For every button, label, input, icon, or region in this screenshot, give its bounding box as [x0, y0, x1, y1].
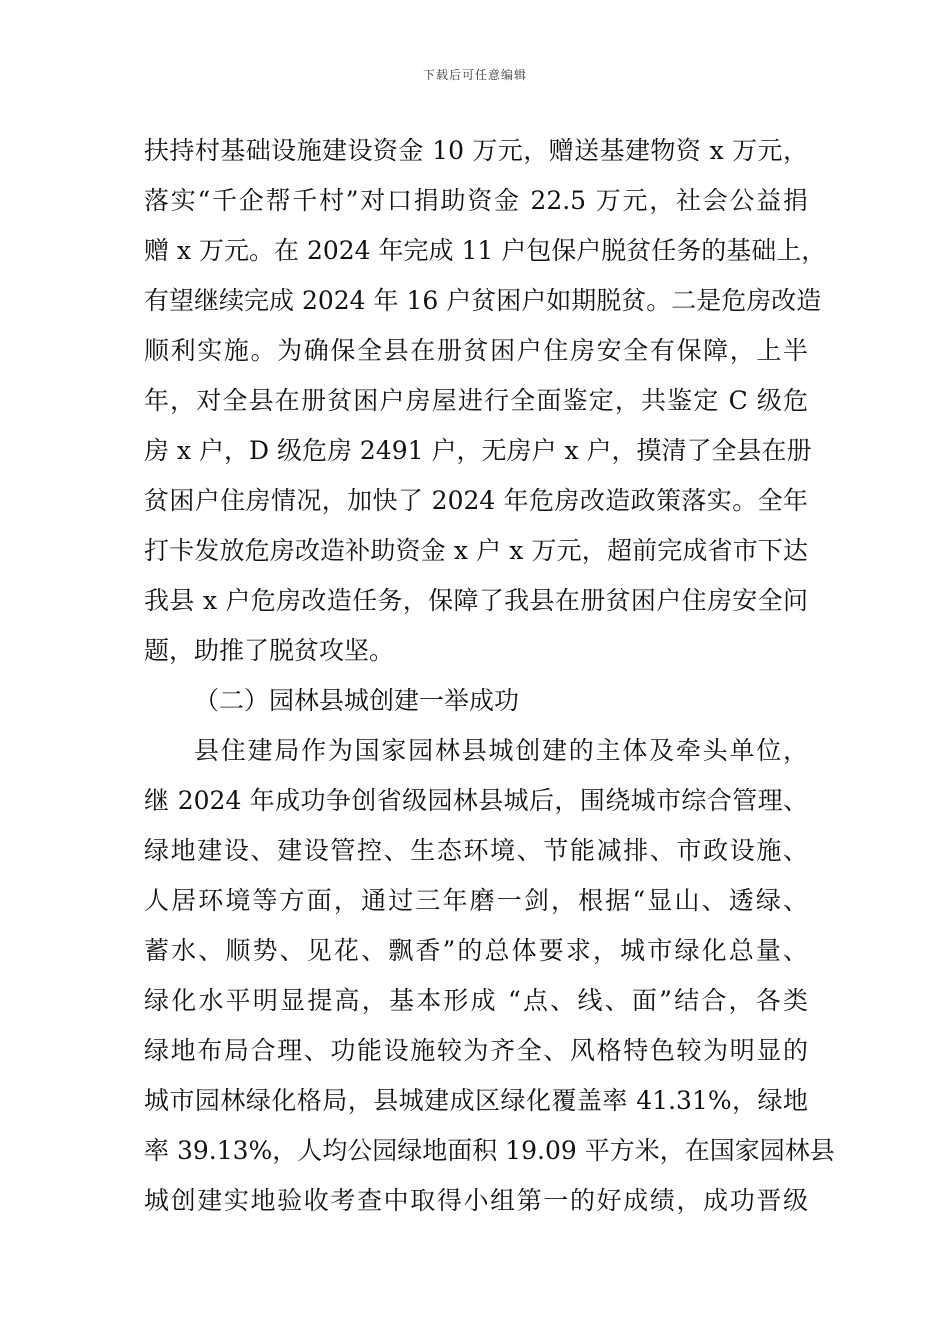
paragraph-line: 顺利实施。为确保全县在册贫困户住房安全有保障，上半: [144, 336, 808, 365]
paragraph-line: 题，助推了脱贫攻坚。: [144, 636, 395, 665]
paragraph-line: 人居环境等方面，通过三年磨一剑，根据“显山、透绿、: [144, 886, 808, 915]
paragraph-line: 贫困户住房情况，加快了 2024 年危房改造政策落实。全年: [144, 486, 808, 515]
paragraph-first-line: 县住建局作为国家园林县城创建的主体及牵头单位，: [194, 736, 808, 765]
paragraph-line: 率 39.13%，人均公园绿地面积 19.09 平方米，在国家园林县: [144, 1136, 835, 1165]
paragraph-line: 蓄水、顺势、见花、飘香”的总体要求，城市绿化总量、: [144, 936, 808, 965]
section-heading: （二）园林县城创建一举成功: [194, 686, 520, 715]
paragraph-line: 赠 x 万元。在 2024 年完成 11 户包保户脱贫任务的基础上，: [144, 236, 827, 265]
paragraph-line: 我县 x 户危房改造任务，保障了我县在册贫困户住房安全问: [144, 586, 808, 615]
paragraph-line: 打卡发放危房改造补助资金 x 户 x 万元，超前完成省市下达: [144, 536, 808, 565]
paragraph-line: 城创建实地验收考查中取得小组第一的好成绩，成功晋级: [144, 1186, 808, 1215]
paragraph-line: 继 2024 年成功争创省级园林县城后，围绕城市综合管理、: [144, 786, 808, 815]
page-header-note: 下载后可任意编辑: [422, 68, 527, 82]
paragraph-line: 房 x 户，D 级危房 2491 户，无房户 x 户，摸清了全县在册: [144, 436, 812, 465]
document-body: [144, 126, 835, 1226]
paragraph-line: 年，对全县在册贫困户房屋进行全面鉴定，共鉴定 C 级危: [144, 386, 808, 415]
paragraph-line: 扶持村基础设施建设资金 10 万元，赠送基建物资 x 万元，: [144, 136, 808, 165]
paragraph-line: 绿化水平明显提高，基本形成 “点、线、面”结合，各类: [144, 986, 808, 1015]
paragraph-line: 城市园林绿化格局，县城建成区绿化覆盖率 41.31%，绿地: [144, 1086, 808, 1115]
paragraph-line: 绿地建设、建设管控、生态环境、节能减排、市政设施、: [144, 836, 808, 865]
paragraph-line: 有望继续完成 2024 年 16 户贫困户如期脱贫。二是危房改造: [144, 286, 822, 315]
paragraph-line: 落实“千企帮千村”对口捐助资金 22.5 万元，社会公益捐: [144, 186, 808, 215]
paragraph-line: 绿地布局合理、功能设施较为齐全、风格特色较为明显的: [144, 1036, 808, 1065]
